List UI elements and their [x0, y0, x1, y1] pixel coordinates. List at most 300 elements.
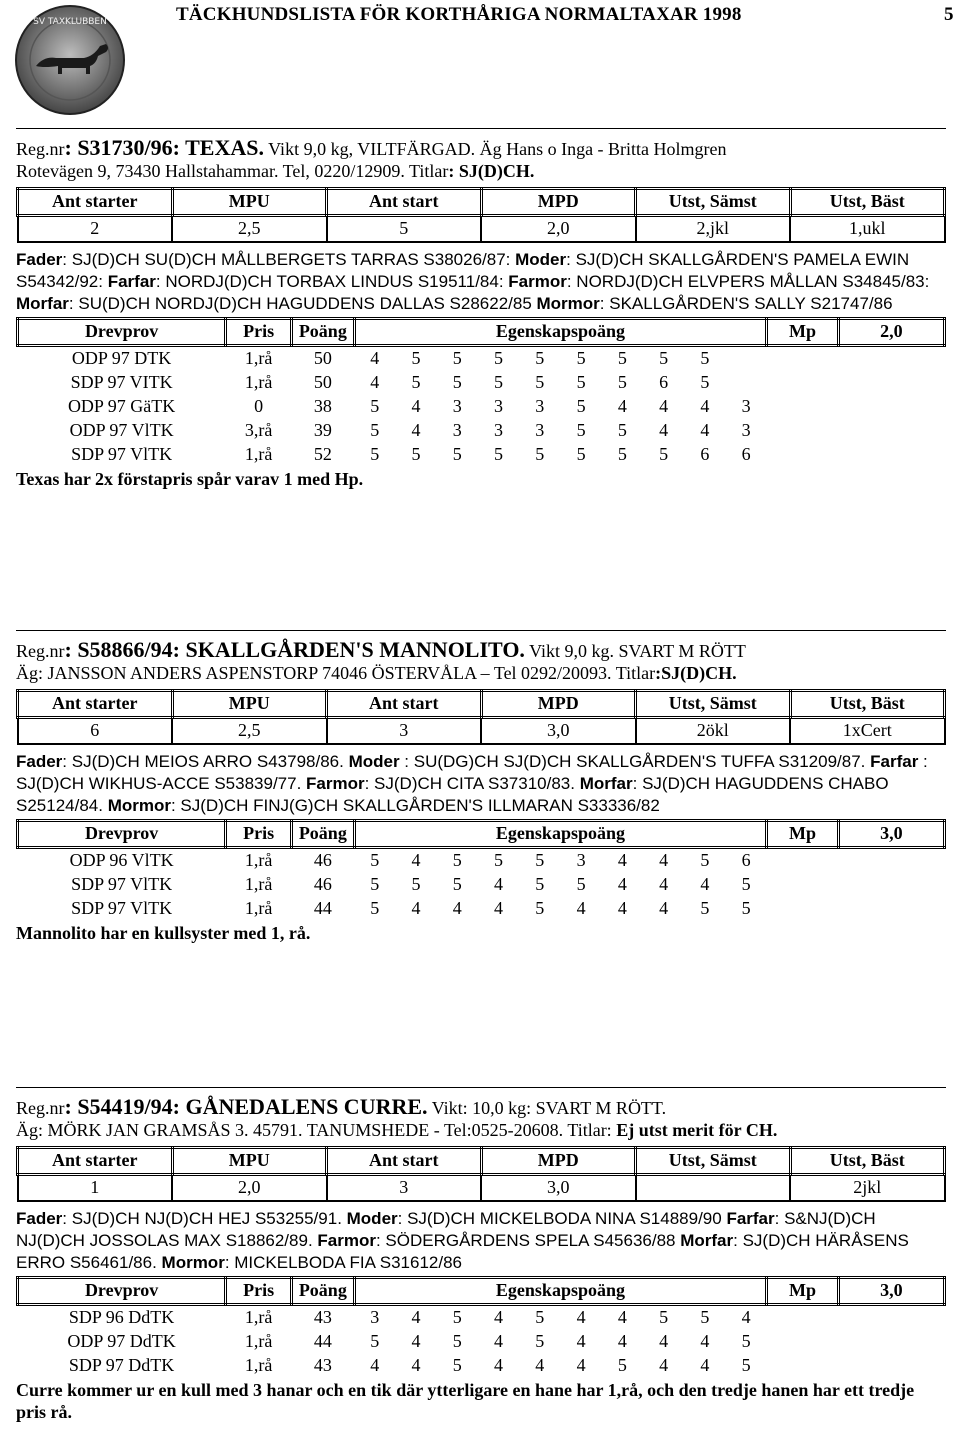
pedigree-label: Farfar [726, 1208, 775, 1228]
trial-score: 4 [741, 1307, 751, 1328]
trial-name: SDP 97 VlTK [71, 874, 173, 895]
dog-entry [16, 630, 946, 945]
trial-poang: 46 [313, 874, 332, 895]
trial-poang: 50 [313, 348, 332, 369]
empty-cell [767, 395, 838, 419]
trial-score: 5 [576, 444, 586, 465]
pedigree-label: Moder [515, 249, 567, 269]
trial-row [18, 345, 945, 371]
trial-score: 5 [370, 874, 380, 895]
trial-score: 4 [370, 372, 380, 393]
trial-score: 4 [370, 348, 380, 369]
trial-score: 4 [700, 874, 710, 895]
trial-score: 4 [411, 396, 421, 417]
summary-value: 2,5 [172, 717, 327, 744]
summary-header: Ant starter [18, 690, 173, 717]
trial-name: SDP 96 DdTK [68, 1307, 175, 1328]
dog-note: Mannolito har en kullsyster med 1, rå. [16, 922, 311, 943]
trial-score: 5 [494, 444, 504, 465]
summary-value [636, 1174, 791, 1201]
empty-cell [767, 873, 838, 897]
trial-score: 3 [741, 420, 751, 441]
trial-score: 3 [576, 850, 586, 871]
separator-line [16, 1087, 946, 1088]
trial-score: 5 [700, 372, 710, 393]
pedigree-label: Fader [16, 751, 63, 771]
trial-row [18, 443, 945, 467]
summary-value: 1 [18, 1174, 173, 1201]
pedigree-text: : SJ(D)CH MICKELBODA NINA S14889/90 [397, 1208, 727, 1228]
pedigree [16, 249, 946, 315]
trial-score: 3 [452, 420, 462, 441]
trial-score: 4 [700, 396, 710, 417]
empty-cell [838, 1354, 944, 1378]
trial-score: 3 [494, 396, 504, 417]
trial-pris: 1,rå [244, 1307, 273, 1328]
trial-score: 4 [411, 850, 421, 871]
trial-score: 6 [741, 850, 751, 871]
trial-score: 4 [617, 850, 627, 871]
titles: SJ(D)CH. [458, 161, 535, 182]
pedigree-text: : NORDJ(D)CH TORBAX LINDUS S19511/84: [155, 271, 509, 291]
mp-value: 3,0 [838, 820, 944, 847]
weight-color: Vikt 9,0 kg, VILTFÄRGAD. Äg Hans o Inga - Britta Holmgren [263, 139, 727, 159]
summary-value: 2,0 [172, 1174, 327, 1201]
trial-score: 5 [741, 1331, 751, 1352]
pedigree-text: : SJ(D)CH NJ(D)CH HEJ S53255/91. [62, 1208, 347, 1228]
trial-name: SDP 97 VlTK [71, 898, 173, 919]
reg-label: Reg.nr [16, 139, 65, 159]
trial-score: 5 [535, 348, 545, 369]
titles-sep: : [448, 161, 459, 182]
trial-score: 5 [535, 372, 545, 393]
pedigree-text: : MICKELBODA FIA S31612/86 [224, 1252, 462, 1272]
empty-cell [838, 1330, 944, 1354]
empty-cell [838, 395, 944, 419]
trial-score: 3 [535, 420, 545, 441]
registration-line [16, 637, 946, 663]
summary-value: 1xCert [790, 717, 945, 744]
owner-line [16, 663, 946, 685]
summary-value: 2,0 [481, 215, 636, 242]
trial-pris: 3,rå [244, 420, 273, 441]
trial-score: 4 [494, 898, 504, 919]
trial-score: 5 [370, 444, 380, 465]
separator-line [16, 128, 946, 129]
trial-score [726, 371, 767, 395]
summary-value: 2 [18, 215, 173, 242]
trial-score: 5 [535, 1331, 545, 1352]
owner-text: Äg: JANSSON ANDERS ASPENSTORP 74046 ÖSTERVÅLA – Tel 0292/20093. Titlar [16, 663, 656, 684]
dog-note: Curre kommer ur en kull med 3 hanar och en tik där ytterligare en hane har 1,rå, och den tredje hanen har ett tredje pris rå. [16, 1379, 915, 1422]
trial-pris: 1,rå [244, 1355, 273, 1376]
empty-cell [767, 371, 838, 395]
empty-cell [838, 1304, 944, 1330]
trial-pris: 1,rå [244, 850, 273, 871]
trial-pris: 1,rå [244, 348, 273, 369]
trial-poang: 38 [313, 396, 332, 417]
weight-color: Vikt: 10,0 kg: SVART M RÖTT. [427, 1098, 667, 1118]
col-egenskapspoang: Egenskapspoäng [354, 820, 767, 847]
trial-score: 4 [411, 898, 421, 919]
titles-sep: : [655, 663, 662, 684]
trial-score [726, 345, 767, 371]
trial-score: 5 [700, 348, 710, 369]
summary-value: 6 [18, 717, 173, 744]
trial-score: 4 [659, 420, 669, 441]
registration-line [16, 135, 946, 161]
pedigree-label: Mormor [161, 1252, 225, 1272]
pedigree-label: Morfar [579, 773, 633, 793]
trial-score: 5 [576, 874, 586, 895]
pedigree-text: : S&NJ(D)CH NJ(D)CH JOSSOLAS MAX S18862/89. [16, 1208, 876, 1250]
col-poang: Poäng [292, 820, 355, 847]
trial-score: 5 [659, 444, 669, 465]
trial-score: 4 [659, 396, 669, 417]
trial-score: 5 [452, 348, 462, 369]
pedigree-text: : SJ(D)CH HAGUDDENS CHABO S25124/84. [16, 773, 889, 815]
pedigree-text: : SJ(D)CH CITA S37310/83. [364, 773, 580, 793]
trial-score: 4 [617, 898, 627, 919]
col-poang: Poäng [292, 318, 355, 345]
trial-score: 5 [617, 420, 627, 441]
trial-score: 6 [700, 444, 710, 465]
trial-score: 5 [411, 372, 421, 393]
empty-cell [767, 419, 838, 443]
pedigree-label: Fader [16, 249, 63, 269]
trial-score: 5 [370, 850, 380, 871]
summary-value: 2,jkl [636, 215, 791, 242]
trial-score: 5 [411, 444, 421, 465]
trial-score: 4 [617, 874, 627, 895]
col-drevprov: Drevprov [18, 318, 226, 345]
pedigree-text: : SJ(D)CH SU(D)CH MÅLLBERGETS TARRAS S38026/87: [62, 249, 516, 269]
trial-name: ODP 96 VlTK [69, 850, 174, 871]
summary-table [16, 689, 946, 745]
pedigree-label: Farmor [306, 773, 365, 793]
owner-text: Rotevägen 9, 73430 Hallstahammar. Tel, 0220/12909. Titlar [16, 161, 449, 182]
pedigree-text: : SÖDERGÅRDENS SPELA S45636/88 [375, 1230, 681, 1250]
dog-entry [16, 1087, 946, 1423]
pedigree-text: : SJ(D)CH SKALLGÅRDEN'S PAMELA EWIN S54342/92: [16, 249, 910, 291]
pedigree-text: : SU(DG)CH SJ(D)CH SKALLGÅRDEN'S TUFFA S31209/87. [399, 751, 871, 771]
trial-score: 5 [576, 420, 586, 441]
summary-value: 5 [327, 215, 482, 242]
empty-cell [838, 371, 944, 395]
pedigree-label: Farfar [107, 271, 156, 291]
trial-row [18, 419, 945, 443]
pedigree-label: Mormor [536, 293, 600, 313]
empty-cell [838, 443, 944, 467]
trial-row [18, 371, 945, 395]
pedigree-label: Moder [346, 1208, 398, 1228]
trial-score: 5 [370, 1331, 380, 1352]
trial-score: 4 [659, 850, 669, 871]
trial-score: 4 [411, 1331, 421, 1352]
empty-cell [767, 1330, 838, 1354]
trial-name: ODP 97 DdTK [67, 1331, 176, 1352]
trial-score: 5 [659, 1307, 669, 1328]
trial-score: 5 [452, 372, 462, 393]
trial-poang: 44 [313, 898, 332, 919]
col-pris: Pris [226, 1277, 292, 1304]
pedigree-label: Fader [16, 1208, 63, 1228]
summary-value: 2jkl [790, 1174, 945, 1201]
pedigree-label: Farmor [508, 271, 567, 291]
trial-score: 6 [659, 372, 669, 393]
trial-score: 4 [700, 1331, 710, 1352]
trial-score: 5 [494, 348, 504, 369]
summary-header: Ant starter [18, 188, 173, 215]
col-pris: Pris [226, 820, 292, 847]
trial-score: 4 [659, 874, 669, 895]
trial-score: 5 [452, 850, 462, 871]
trial-score: 4 [617, 1331, 627, 1352]
summary-table [16, 1146, 946, 1202]
trial-score: 4 [452, 898, 462, 919]
trial-score: 4 [576, 1331, 586, 1352]
trials-table [16, 1276, 946, 1378]
summary-header: MPU [172, 690, 327, 717]
pedigree [16, 751, 946, 817]
trial-poang: 44 [313, 1331, 332, 1352]
summary-header: MPU [172, 188, 327, 215]
trial-score: 5 [617, 348, 627, 369]
trial-score: 4 [494, 874, 504, 895]
pedigree-label: Morfar [680, 1230, 734, 1250]
col-drevprov: Drevprov [18, 1277, 226, 1304]
titles: SJ(D)CH. [661, 663, 737, 684]
trial-row [18, 897, 945, 921]
summary-value: 2,5 [172, 215, 327, 242]
empty-cell [767, 1354, 838, 1378]
summary-value: 3,0 [481, 717, 636, 744]
pedigree-text: : SJ(D)CH MEIOS ARRO S43798/86. [62, 751, 349, 771]
trial-score: 5 [535, 444, 545, 465]
owner-text: Äg: MÖRK JAN GRAMSÅS 3. 45791. TANUMSHEDE - Tel:0525-20608. Titlar: [16, 1120, 617, 1141]
mp-value: 2,0 [838, 318, 944, 345]
trial-score: 4 [576, 1307, 586, 1328]
trial-score: 5 [494, 372, 504, 393]
trial-pris: 1,rå [244, 898, 273, 919]
summary-value: 3 [327, 1174, 482, 1201]
summary-header: MPD [481, 188, 636, 215]
trial-score: 5 [576, 372, 586, 393]
trial-score: 5 [741, 874, 751, 895]
pedigree-text: : SJ(D)CH FINJ(G)CH SKALLGÅRDEN'S ILLMARAN S33336/82 [170, 795, 660, 815]
summary-header: Ant starter [18, 1147, 173, 1174]
trial-score: 4 [617, 1307, 627, 1328]
col-mp: Mp [767, 318, 838, 345]
trial-score: 5 [452, 1331, 462, 1352]
summary-table [16, 187, 946, 243]
trial-score: 4 [370, 1355, 380, 1376]
trial-score: 4 [659, 1331, 669, 1352]
empty-cell [838, 897, 944, 921]
trial-score: 5 [535, 898, 545, 919]
trials-table [16, 317, 946, 467]
reg-name: : S31730/96: TEXAS. [64, 135, 264, 160]
trial-score: 4 [659, 898, 669, 919]
trial-score: 5 [741, 898, 751, 919]
summary-value: 1,ukl [790, 215, 945, 242]
trial-poang: 52 [313, 444, 332, 465]
empty-cell [838, 847, 944, 873]
trial-name: ODP 97 DTK [71, 348, 172, 369]
empty-cell [767, 897, 838, 921]
trial-score: 5 [659, 348, 669, 369]
summary-header: Utst, Bäst [790, 1147, 945, 1174]
pedigree-label: Moder [348, 751, 400, 771]
summary-header: Utst, Bäst [790, 188, 945, 215]
mp-value: 3,0 [838, 1277, 944, 1304]
col-poang: Poäng [292, 1277, 355, 1304]
trial-pris: 1,rå [244, 874, 273, 895]
pedigree-label: Farmor [317, 1230, 376, 1250]
summary-header: Utst, Sämst [636, 690, 791, 717]
trial-score: 4 [494, 1355, 504, 1376]
summary-header: Utst, Sämst [636, 188, 791, 215]
trial-score: 3 [494, 420, 504, 441]
trial-score: 5 [494, 850, 504, 871]
pedigree-text: : SJ(D)CH WIKHUS-ACCE S53839/77. [16, 751, 928, 793]
pedigree-label: Mormor [107, 795, 171, 815]
trial-score: 5 [452, 1307, 462, 1328]
summary-value: 3 [327, 717, 482, 744]
reg-name: : S58866/94: SKALLGÅRDEN'S MANNOLITO. [64, 637, 525, 662]
trial-score: 4 [576, 1355, 586, 1376]
summary-header: MPD [481, 690, 636, 717]
trial-score: 5 [452, 444, 462, 465]
summary-header: MPD [481, 1147, 636, 1174]
pedigree-text: : SU(D)CH NORDJ(D)CH HAGUDDENS DALLAS S28622/85 [68, 293, 537, 313]
trial-name: ODP 97 GäTK [67, 396, 176, 417]
dog-entry [16, 128, 946, 491]
summary-value: 3,0 [481, 1174, 636, 1201]
pedigree-text: : SJ(D)CH HÄRÅSENS ERRO S56461/86. [16, 1230, 909, 1272]
trial-poang: 39 [313, 420, 332, 441]
empty-cell [767, 443, 838, 467]
titles: Ej utst merit för CH. [616, 1120, 778, 1141]
trial-score: 4 [494, 1331, 504, 1352]
trial-score: 5 [452, 1355, 462, 1376]
trial-score: 5 [617, 372, 627, 393]
reg-label: Reg.nr [16, 1098, 65, 1118]
trial-score: 5 [370, 898, 380, 919]
trial-score: 5 [700, 898, 710, 919]
separator-line [16, 630, 946, 631]
trial-row [18, 1354, 945, 1378]
trial-score: 3 [370, 1307, 380, 1328]
trial-score: 5 [411, 874, 421, 895]
trial-score: 5 [617, 444, 627, 465]
dog-note: Texas har 2x förstapris spår varav 1 med Hp. [16, 468, 364, 489]
summary-value: 2ökl [636, 717, 791, 744]
trial-row [18, 395, 945, 419]
trial-pris: 1,rå [244, 444, 273, 465]
club-logo-seal [14, 4, 126, 116]
trial-score: 4 [700, 420, 710, 441]
trial-score: 3 [452, 396, 462, 417]
trial-score: 5 [617, 1355, 627, 1376]
trial-score: 5 [576, 396, 586, 417]
trial-pris: 0 [254, 396, 264, 417]
trial-poang: 43 [313, 1355, 332, 1376]
empty-cell [838, 345, 944, 371]
trial-row [18, 873, 945, 897]
reg-label: Reg.nr [16, 641, 65, 661]
trial-score: 4 [576, 898, 586, 919]
empty-cell [838, 419, 944, 443]
trial-score: 5 [411, 348, 421, 369]
trial-score: 5 [535, 1307, 545, 1328]
trial-row [18, 847, 945, 873]
reg-name: : S54419/94: GÅNEDALENS CURRE. [64, 1094, 428, 1119]
trial-score: 5 [370, 396, 380, 417]
col-egenskapspoang: Egenskapspoäng [354, 318, 767, 345]
col-pris: Pris [226, 318, 292, 345]
owner-line [16, 161, 946, 183]
owner-line [16, 1120, 946, 1142]
col-egenskapspoang: Egenskapspoäng [354, 1277, 767, 1304]
trial-poang: 43 [313, 1307, 332, 1328]
empty-cell [767, 1304, 838, 1330]
trial-poang: 46 [313, 850, 332, 871]
trial-score: 4 [700, 1355, 710, 1376]
pedigree-text: : SKALLGÅRDEN'S SALLY S21747/86 [599, 293, 893, 313]
trial-poang: 50 [313, 372, 332, 393]
page-title: TÄCKHUNDSLISTA FÖR KORTHÅRIGA NORMALTAXAR 1998 [176, 4, 742, 25]
trial-score: 4 [617, 396, 627, 417]
trial-score: 4 [411, 1355, 421, 1376]
summary-header: Utst, Sämst [636, 1147, 791, 1174]
trial-score: 4 [411, 1307, 421, 1328]
trial-score: 5 [700, 1307, 710, 1328]
trial-score: 5 [535, 874, 545, 895]
empty-cell [767, 847, 838, 873]
logo-text: SV TAXKLUBBEN [33, 17, 107, 27]
trial-score: 4 [411, 420, 421, 441]
registration-line [16, 1094, 946, 1120]
trial-score: 3 [741, 396, 751, 417]
summary-header: Utst, Bäst [790, 690, 945, 717]
trials-table [16, 819, 946, 921]
pedigree-text: : NORDJ(D)CH ELVPERS MÅLLAN S34845/83: [566, 271, 930, 291]
trial-score: 3 [535, 396, 545, 417]
pedigree-label: Morfar [16, 293, 69, 313]
trial-score: 4 [659, 1355, 669, 1376]
trial-score: 6 [741, 444, 751, 465]
trial-score: 5 [700, 850, 710, 871]
trial-score: 5 [452, 874, 462, 895]
trial-pris: 1,rå [244, 372, 273, 393]
col-mp: Mp [767, 820, 838, 847]
trial-score: 4 [494, 1307, 504, 1328]
trial-name: ODP 97 VlTK [69, 420, 174, 441]
summary-header: Ant start [327, 690, 482, 717]
trial-name: SDP 97 VITK [70, 372, 173, 393]
trial-row [18, 1330, 945, 1354]
empty-cell [767, 345, 838, 371]
trial-name: SDP 97 DdTK [68, 1355, 175, 1376]
trial-name: SDP 97 VlTK [71, 444, 173, 465]
weight-color: Vikt 9,0 kg. SVART M RÖTT [524, 641, 746, 661]
empty-cell [838, 873, 944, 897]
trial-score: 5 [535, 850, 545, 871]
trial-pris: 1,rå [244, 1331, 273, 1352]
pedigree [16, 1208, 946, 1274]
pedigree-label: Farfar [870, 751, 919, 771]
